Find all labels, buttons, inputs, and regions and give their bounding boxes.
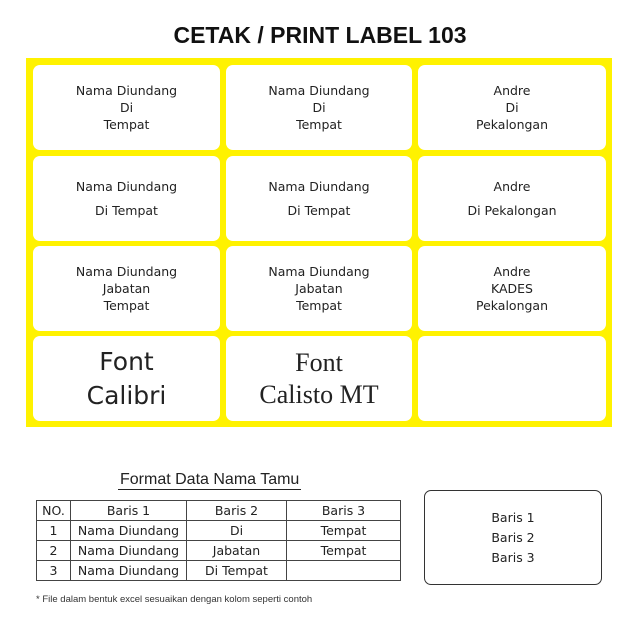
cell: Tempat xyxy=(287,541,401,561)
preview-line: Baris 3 xyxy=(491,549,535,565)
label-line: Tempat xyxy=(103,117,150,132)
label-cell xyxy=(418,246,606,331)
label-line: Nama Diundang xyxy=(75,264,178,279)
label-line: Calibri xyxy=(86,380,167,410)
label-cell xyxy=(418,156,606,241)
note: * File dalam bentuk excel sesuaikan dengan kolom seperti contoh xyxy=(36,594,313,605)
label-cell xyxy=(33,336,220,421)
label-cell xyxy=(418,65,606,150)
preview-line: Baris 2 xyxy=(491,529,535,545)
label-cell xyxy=(33,246,220,331)
header-cell: Baris 2 xyxy=(187,501,287,521)
label-line: Nama Diundang xyxy=(75,83,178,98)
label-line: Nama Diundang xyxy=(268,179,370,194)
label-line: Di xyxy=(312,100,326,115)
label-line: Nama Diundang xyxy=(268,264,370,279)
label-line: Jabatan xyxy=(295,281,343,296)
cell: 3 xyxy=(37,561,71,581)
label-cell xyxy=(226,246,412,331)
label-line: Tempat xyxy=(103,298,150,313)
cell: Nama Diundang xyxy=(71,541,187,561)
label-line: Tempat xyxy=(296,117,342,132)
label-cell xyxy=(33,156,220,241)
label-line: Di Tempat xyxy=(95,203,158,218)
label-cell xyxy=(418,336,606,421)
label-line: Nama Diundang xyxy=(75,179,178,194)
header-cell: Baris 1 xyxy=(71,501,187,521)
label-cell xyxy=(226,65,412,150)
table-header xyxy=(37,501,401,521)
label-cell xyxy=(226,156,412,241)
label-line: Font xyxy=(295,347,343,377)
label-line: Font xyxy=(99,346,154,376)
header-cell: Baris 3 xyxy=(287,501,401,521)
label-line: Andre xyxy=(493,179,531,194)
table-row xyxy=(37,541,401,561)
label-cell xyxy=(33,65,220,150)
cell: 1 xyxy=(37,521,71,541)
label-line: Calisto MT xyxy=(259,379,379,409)
label-line: Di Pekalongan xyxy=(467,203,557,218)
label-line: Tempat xyxy=(296,298,342,313)
cell: Di Tempat xyxy=(187,561,287,581)
cell: 2 xyxy=(37,541,71,561)
table-row xyxy=(37,521,401,541)
label-line: Pekalongan xyxy=(475,117,549,132)
label-sheet xyxy=(26,58,612,427)
label-preview xyxy=(424,490,602,585)
cell: Di xyxy=(187,521,287,541)
table-row xyxy=(37,561,401,581)
header-cell: NO. xyxy=(37,501,71,521)
cell: Nama Diundang xyxy=(71,561,187,581)
label-line: Di xyxy=(119,100,134,115)
format-title: Format Data Nama Tamu xyxy=(120,471,300,488)
label-line: KADES xyxy=(491,281,533,296)
cell: Tempat xyxy=(287,521,401,541)
label-line: Di xyxy=(505,100,519,115)
cell xyxy=(287,561,401,581)
label-line: Andre xyxy=(493,83,531,98)
page-title: CETAK / PRINT LABEL 103 xyxy=(173,22,467,48)
cell: Jabatan xyxy=(187,541,287,561)
label-line: Pekalongan xyxy=(475,298,549,313)
label-line: Andre xyxy=(493,264,531,279)
format-table xyxy=(36,500,401,581)
label-line: Nama Diundang xyxy=(268,83,370,98)
preview-line: Baris 1 xyxy=(491,509,535,525)
label-line: Di Tempat xyxy=(287,203,351,218)
cell: Nama Diundang xyxy=(71,521,187,541)
label-cell xyxy=(226,336,412,421)
label-line: Jabatan xyxy=(102,281,151,296)
